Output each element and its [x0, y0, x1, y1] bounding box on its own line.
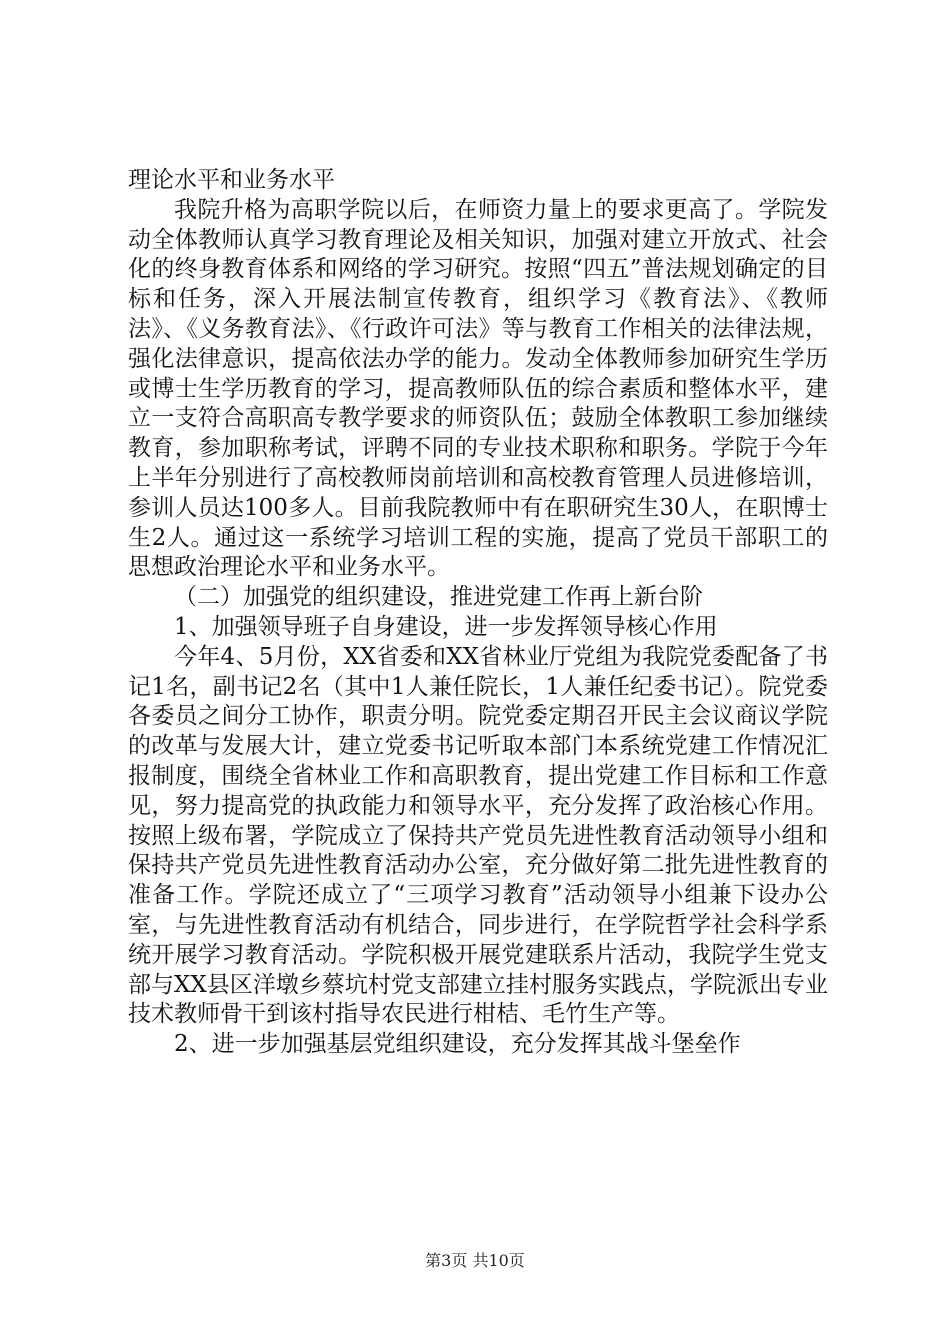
- page-number-footer: 第3页 共10页: [425, 1251, 525, 1270]
- subheading-grassroots: 2、进一步加强基层党组织建设，充分发挥其战斗堡垒作: [174, 1031, 741, 1058]
- subheading-leadership: 1、加强领导班子自身建设，进一步发挥领导核心作用: [174, 613, 718, 640]
- paragraph-teacher-training: 我院升格为高职学院以后，在师资力量上的要求更高了。学院发动全体教师认真学习教育理论及相关知识，加强对建立开放式、社会化的终身教育体系和网络的学习研究。按照“四五”普法规划确定的目标和任务，深入开展法制宣传教育，组织学习《教育法》、《教师法》、《义务教育法》、《行政许可法》等与教育工作相关的法律法规，强化法律意识，提高依法办学的能力。发动全体教师参加研究生学历或博士生学历教育的学习，提高教师队伍的综合素质和整体水平，建立一支符合高职高专教学要求的师资队伍；鼓励全体教职工参加继续教育，参加职称考试，评聘不同的专业技术职称和职务。学院于今年上半年分别进行了高校教师岗前培训和高校教育管理人员进修培训，参训人员达100多人。目前我院教师中有在职研究生30人，在职博士生2人。通过这一系统学习培训工程的实施，提高了党员干部职工的思想政治理论水平和业务水平。: [128, 196, 828, 581]
- document-body: [128, 166, 828, 1060]
- section-heading-party-organization: （二）加强党的组织建设，推进党建工作再上新台阶: [174, 584, 703, 611]
- paragraph-leadership: 今年4、5月份，XX省委和XX省林业厅党组为我院党委配备了书记1名，副书记2名（其中1人兼任院长，1人兼任纪委书记）。院党委各委员之间分工协作，职责分明。院党委定期召开民主会议商议学院的改革与发展大计，建立党委书记听取本部门本系统党建工作情况汇报制度，围绕全省林业工作和高职教育，提出党建工作目标和工作意见，努力提高党的执政能力和领导水平，充分发挥了政治核心作用。按照上级布署，学院成立了保持共产党员先进性教育活动领导小组和保持共产党员先进性教育活动办公室，充分做好第二批先进性教育的准备工作。学院还成立了“三项学习教育”活动领导小组兼下设办公室，与先进性教育活动有机结合，同步进行，在学院哲学社会科学系统开展学习教育活动。学院积极开展党建联系片活动，我院学生党支部与XX县区洋墩乡蔡坑村党支部建立挂村服务实践点，学院派出专业技术教师骨干到该村指导农民进行柑桔、毛竹生产等。: [128, 643, 828, 1028]
- paragraph-continuation: 理论水平和业务水平: [128, 167, 335, 193]
